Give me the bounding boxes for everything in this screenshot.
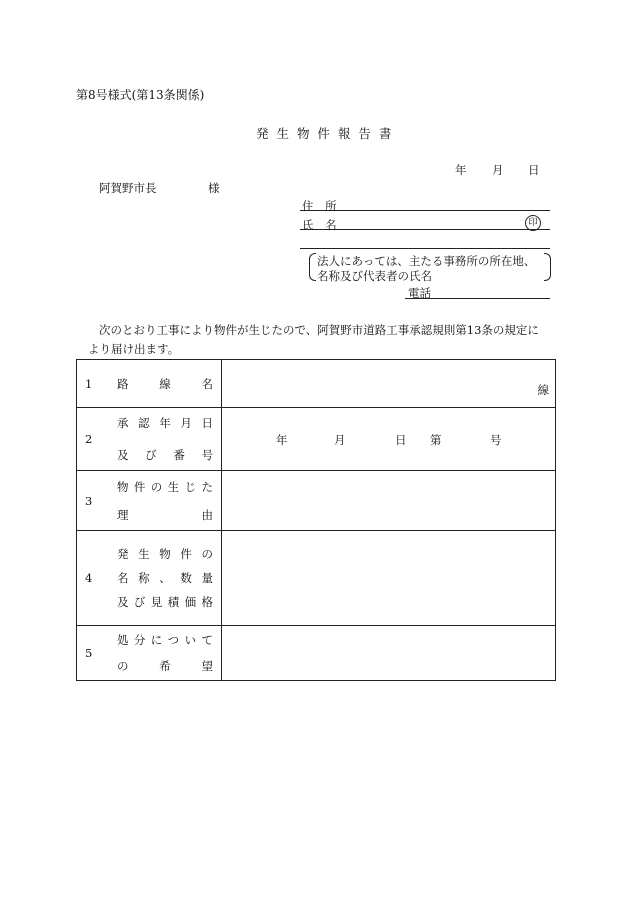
- left-bracket: [309, 253, 316, 281]
- label-line: 路 線 名: [117, 376, 213, 391]
- row-label-route: [111, 360, 222, 408]
- approval-month: 月: [334, 433, 346, 447]
- approval-dai: 第: [430, 433, 442, 447]
- date-month: 月: [492, 163, 504, 177]
- body-text-line1: 次のとおり工事により物件が生じたので、阿賀野市道路工事承認規則第13条の規定に: [99, 323, 539, 337]
- label-line: 理 由: [117, 507, 213, 522]
- table-row-disposal: [77, 626, 556, 681]
- row-label-disposal: [111, 626, 222, 681]
- blank-line: [300, 234, 550, 249]
- address-label: 住 所: [302, 199, 341, 213]
- label-line: 承 認 年 月 日: [117, 416, 213, 430]
- label-line: の 希 望: [117, 659, 213, 673]
- row-label-reason: [111, 471, 222, 531]
- row-number: 1: [77, 360, 112, 408]
- honorific: 様: [208, 181, 220, 195]
- reason-field[interactable]: [222, 471, 556, 531]
- corp-note-line2: 名称及び代表者の氏名: [317, 269, 432, 283]
- route-suffix: 線: [537, 383, 549, 397]
- row-label-approval: [111, 408, 222, 471]
- table-row-reason: [77, 471, 556, 531]
- approval-year: 年: [276, 433, 288, 447]
- date-day: 日: [528, 163, 540, 177]
- items-field[interactable]: [222, 531, 556, 626]
- addressee: 阿賀野市長: [99, 181, 157, 195]
- address-line: [300, 196, 550, 211]
- body-text-line2: より届け出ます。: [88, 342, 180, 356]
- phone-label: 電話: [408, 286, 431, 300]
- table-row-items: [77, 531, 556, 626]
- label-line: 発 生 物 件 の: [117, 547, 213, 561]
- row-number: 5: [77, 626, 112, 681]
- form-number: 第8号様式(第13条関係): [76, 88, 205, 102]
- label-line: 及 び 見 積 価 格: [117, 595, 213, 609]
- report-table: [76, 359, 556, 681]
- approval-go: 号: [490, 433, 502, 447]
- table-row-route: [77, 360, 556, 408]
- label-line: 処 分 に つ い て: [117, 633, 213, 647]
- label-line: 名 称 、 数 量: [117, 571, 213, 585]
- route-name-field[interactable]: [222, 360, 556, 408]
- row-number: 2: [77, 408, 112, 471]
- seal-mark: 印: [525, 215, 541, 231]
- approval-date-field[interactable]: [222, 408, 556, 471]
- approval-day: 日: [395, 433, 407, 447]
- row-number: 4: [77, 531, 112, 626]
- table-row-approval: [77, 408, 556, 471]
- right-bracket: [544, 253, 551, 281]
- date-year: 年: [455, 163, 467, 177]
- corp-note-line1: 法人にあっては、主たる事務所の所在地、: [317, 254, 536, 268]
- disposal-field[interactable]: [222, 626, 556, 681]
- name-line: [300, 215, 550, 230]
- document-title: 発 生 物 件 報 告 書: [256, 126, 394, 141]
- label-line: 及 び 番 号: [117, 448, 213, 462]
- phone-line: [405, 284, 550, 299]
- label-line: 物 件 の 生 じ た: [117, 479, 213, 494]
- row-label-items: [111, 531, 222, 626]
- row-number: 3: [77, 471, 112, 531]
- name-label: 氏 名: [302, 218, 341, 232]
